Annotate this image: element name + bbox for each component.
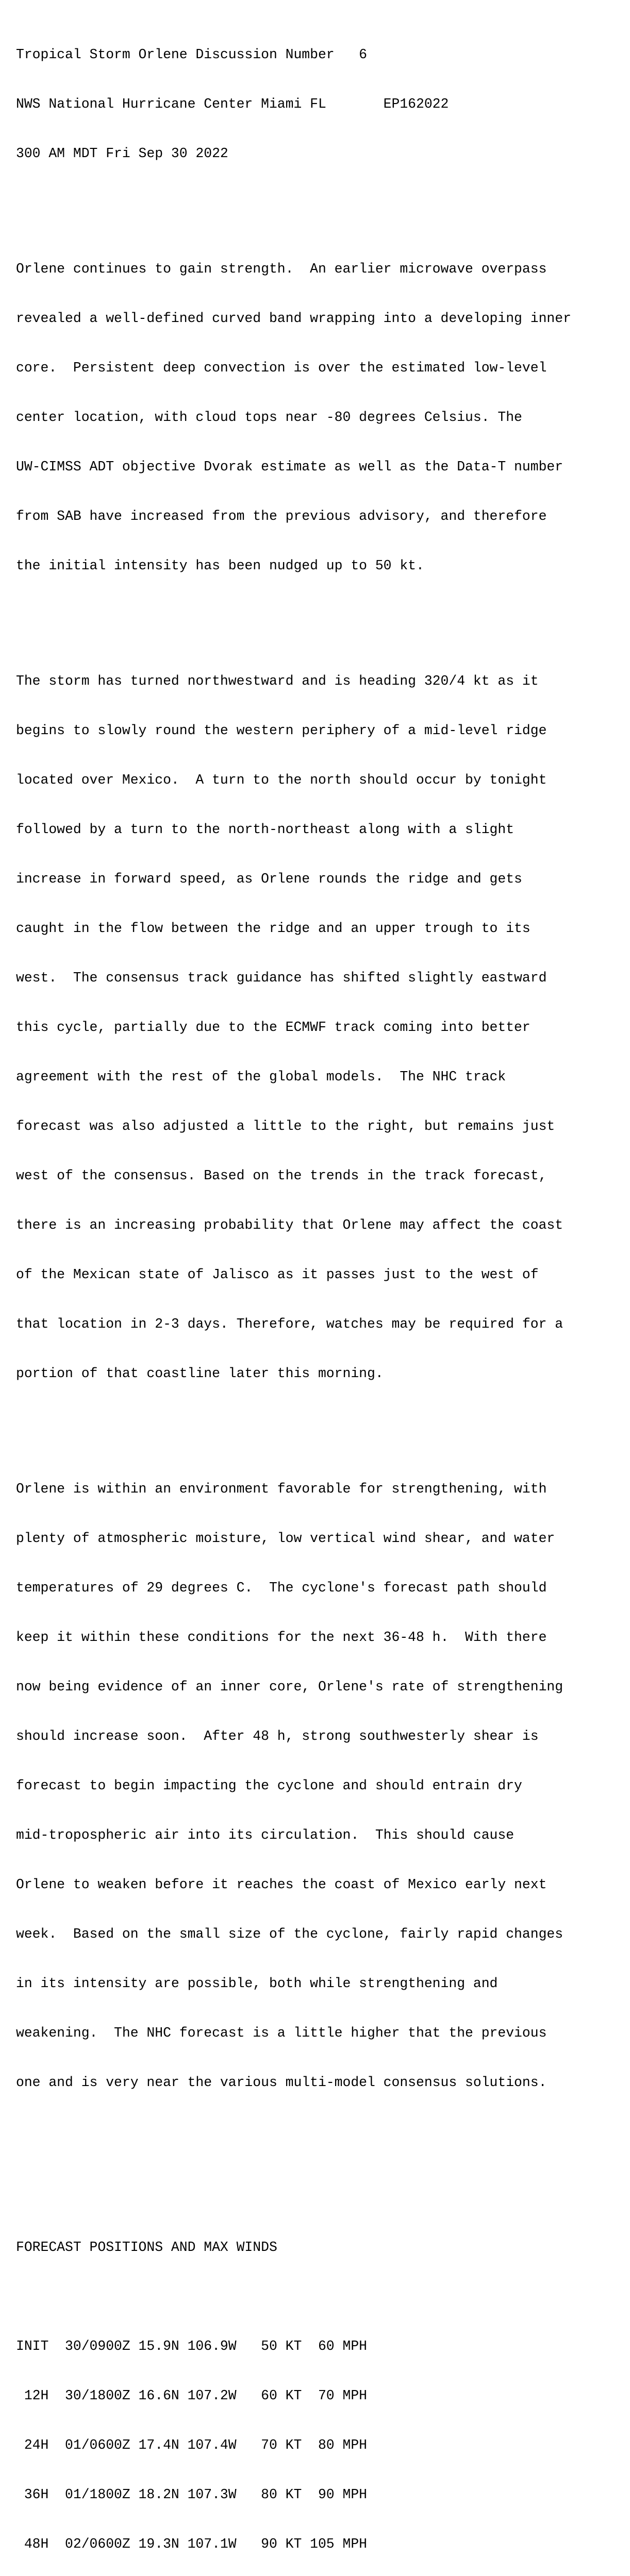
paragraph-3-line: keep it within these conditions for the next 36-48 h. With there xyxy=(16,1630,547,1645)
paragraph-3-line: now being evidence of an inner core, Orlene's rate of strengthening xyxy=(16,1679,563,1694)
paragraph-2-line: portion of that coastline later this morning. xyxy=(16,1366,384,1381)
paragraph-2-line: followed by a turn to the north-northeast along with a slight xyxy=(16,822,515,837)
blank-line xyxy=(16,2173,624,2190)
paragraph-2-line: forecast was also adjusted a little to the right, but remains just xyxy=(16,1118,555,1134)
paragraph-2-line: that location in 2-3 days. Therefore, watches may be required for a xyxy=(16,1316,563,1332)
forecast-row: 36H 01/1800Z 18.2N 107.3W 80 KT 90 MPH xyxy=(16,2487,367,2502)
paragraph-3-line: week. Based on the small size of the cyclone, fairly rapid changes xyxy=(16,1926,563,1942)
paragraph-1-line: from SAB have increased from the previous advisory, and therefore xyxy=(16,509,547,524)
paragraph-3-line: in its intensity are possible, both while strengthening and xyxy=(16,1976,498,1991)
paragraph-2-line: west. The consensus track guidance has shifted slightly eastward xyxy=(16,970,547,986)
blank-line xyxy=(16,2124,624,2140)
paragraph-3-line: temperatures of 29 degrees C. The cyclone's forecast path should xyxy=(16,1580,547,1596)
paragraph-1-line: Orlene continues to gain strength. An earlier microwave overpass xyxy=(16,261,547,277)
paragraph-3-line: plenty of atmospheric moisture, low vertical wind shear, and water xyxy=(16,1531,555,1546)
blank-line xyxy=(16,2289,624,2305)
paragraph-1-line: UW-CIMSS ADT objective Dvorak estimate as well as the Data-T number xyxy=(16,459,563,474)
paragraph-1-line: center location, with cloud tops near -80 degrees Celsius. The xyxy=(16,410,522,425)
paragraph-2-line: The storm has turned northwestward and is heading 320/4 kt as it xyxy=(16,673,539,689)
paragraph-2-line: there is an increasing probability that Orlene may affect the coast xyxy=(16,1217,563,1233)
issue-time: 300 AM MDT Fri Sep 30 2022 xyxy=(16,146,228,161)
discussion-title: Tropical Storm Orlene Discussion Number 6 xyxy=(16,47,367,62)
blank-line xyxy=(16,195,624,211)
issuing-office: NWS National Hurricane Center Miami FL EP162022 xyxy=(16,96,449,112)
paragraph-3-line: mid-tropospheric air into its circulation. This should cause xyxy=(16,1827,515,1843)
paragraph-3-line: Orlene to weaken before it reaches the coast of Mexico early next xyxy=(16,1877,547,1892)
forecast-row: 24H 01/0600Z 17.4N 107.4W 70 KT 80 MPH xyxy=(16,2437,367,2453)
paragraph-3-line: forecast to begin impacting the cyclone and should entrain dry xyxy=(16,1778,522,1793)
paragraph-1-line: revealed a well-defined curved band wrapping into a developing inner xyxy=(16,311,571,326)
paragraph-2-line: increase in forward speed, as Orlene rounds the ridge and gets xyxy=(16,871,522,887)
paragraph-1-line: the initial intensity has been nudged up to 50 kt. xyxy=(16,558,424,573)
forecast-row: 48H 02/0600Z 19.3N 107.1W 90 KT 105 MPH xyxy=(16,2536,367,2552)
blank-line xyxy=(16,1415,624,1431)
paragraph-2-line: agreement with the rest of the global models. The NHC track xyxy=(16,1069,506,1084)
paragraph-3-line: weakening. The NHC forecast is a little higher that the previous xyxy=(16,2025,547,2041)
paragraph-3-line: Orlene is within an environment favorable for strengthening, with xyxy=(16,1481,547,1497)
paragraph-2-line: of the Mexican state of Jalisco as it passes just to the west of xyxy=(16,1267,539,1282)
paragraph-2-line: begins to slowly round the western periphery of a mid-level ridge xyxy=(16,723,547,738)
discussion-document xyxy=(16,13,624,2576)
forecast-heading: FORECAST POSITIONS AND MAX WINDS xyxy=(16,2240,277,2255)
paragraph-2-line: west of the consensus. Based on the trends in the track forecast, xyxy=(16,1168,547,1183)
paragraph-2-line: caught in the flow between the ridge and an upper trough to its xyxy=(16,921,530,936)
paragraph-2-line: located over Mexico. A turn to the north should occur by tonight xyxy=(16,772,547,788)
forecast-row: INIT 30/0900Z 15.9N 106.9W 50 KT 60 MPH xyxy=(16,2338,367,2354)
blank-line xyxy=(16,607,624,623)
paragraph-1-line: core. Persistent deep convection is over the estimated low-level xyxy=(16,360,547,376)
paragraph-3-line: should increase soon. After 48 h, strong southwesterly shear is xyxy=(16,1728,539,1744)
paragraph-2-line: this cycle, partially due to the ECMWF track coming into better xyxy=(16,1020,530,1035)
forecast-row: 12H 30/1800Z 16.6N 107.2W 60 KT 70 MPH xyxy=(16,2388,367,2403)
paragraph-3-line: one and is very near the various multi-model consensus solutions. xyxy=(16,2075,547,2090)
